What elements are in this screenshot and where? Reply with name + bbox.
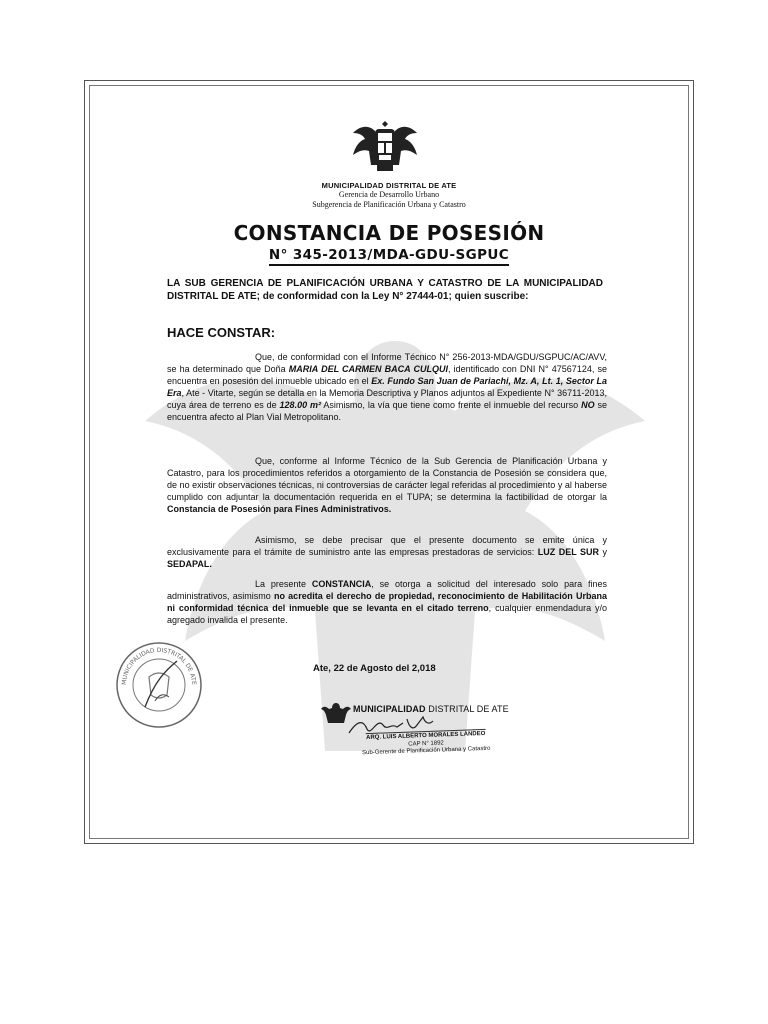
signature-institution-bold: MUNICIPALIDAD xyxy=(353,704,426,714)
p4-text-e: , cualquier enmendadura y/o agregado invalida el presente. xyxy=(167,603,607,625)
p1-property-location: Ex. Fundo San Juan de Pariachi, Mz. A, Lt. 1, Sector La Era xyxy=(167,376,608,398)
department-name: Gerencia de Desarrollo Urbano xyxy=(338,190,440,199)
p1-text-e: , Ate - Vitarte, según se detalla en la Memoria Descriptiva y Planos adjuntos al Expediente N° 36711-2013, cuya área de terreno es de xyxy=(167,388,607,410)
document-sheet xyxy=(84,80,694,844)
p1-no: NO xyxy=(581,400,595,410)
official-seal-icon xyxy=(115,641,203,729)
issue-date: Ate, 22 de Agosto del 2,018 xyxy=(313,663,436,674)
document-number-text: N° 345-2013/MDA-GDU-SGPUC xyxy=(269,247,509,266)
p2-text-a: Que, conforme al Informe Técnico de la Sub Gerencia de Planificación Urbana y Catastro, para los procedimientos referidos a otorgamiento de la Constancia de Posesión se considera que, de no existir observaciones técnicas, ni controversias de carácter legal referidas al procedimiento y al haberse cumplido con adjuntar la documentación requerida en el TUPA; se determina la factibilidad de otorgar la xyxy=(167,456,607,502)
p3-text-c: y xyxy=(599,547,607,557)
signatory-block xyxy=(351,728,502,758)
signatory-name: ARQ. LUIS ALBERTO MORALES LANDEO xyxy=(366,730,486,742)
p2-text-b: Constancia de Posesión para Fines Administrativos. xyxy=(167,504,392,514)
p3-text-a: Asimismo, se debe precisar que el presente documento se emite única y exclusivamente para el trámite de suministro ante las empresas prestadoras de servicios: xyxy=(167,535,607,557)
paragraph-2 xyxy=(167,455,607,515)
document-number xyxy=(85,247,693,263)
seal-text: MUNICIPALIDAD DISTRITAL DE ATE xyxy=(120,646,198,686)
p4-text-b: CONSTANCIA xyxy=(311,579,372,589)
paragraph-1 xyxy=(167,351,607,423)
p1-area: 128.00 m² xyxy=(279,400,321,410)
p1-text-g: Asimismo, la vía que tiene como frente el inmueble del recurso xyxy=(321,400,582,410)
p3-provider-1: LUZ DEL SUR xyxy=(537,547,600,557)
institution-name: MUNICIPALIDAD DISTRITAL DE ATE xyxy=(321,181,457,190)
paragraph-4 xyxy=(167,578,607,626)
signatory-role: Sub-Gerente de Planificación Urbana y Catastro xyxy=(362,745,491,757)
p4-text-c: , se otorga a solicitud del interesado solo para fines administrativos, asimismo xyxy=(167,579,607,601)
p4-text-a: La presente xyxy=(255,579,312,589)
p1-text-i: se encuentra afecto al Plan Vial Metropolitano. xyxy=(167,400,607,422)
p4-text-d: no acredita el derecho de propiedad, reconocimiento de Habilitación Urbana ni conformidad técnica del inmueble que se levanta en el citado terreno xyxy=(167,591,607,613)
p1-text-a: Que, de conformidad con el Informe Técnico N° 256-2013-MDA/GDU/SGPUC/AC/AVV, se ha determinado que Doña xyxy=(167,352,607,374)
letterhead xyxy=(85,181,693,210)
paragraph-3 xyxy=(167,534,607,570)
declaration-heading: HACE CONSTAR: xyxy=(167,325,276,340)
p1-holder-name: MARIA DEL CARMEN BACA CULQUI xyxy=(288,364,448,374)
p1-text-c: , identificado con DNI N° 47567124, se encuentra en posesión del inmueble ubicado en el xyxy=(167,364,607,386)
intro-paragraph: LA SUB GERENCIA DE PLANIFICACIÓN URBANA Y CATASTRO DE LA MUNICIPALIDAD DISTRITAL DE ATE; de conformidad con la Ley N° 27444-01; quien suscribe: xyxy=(167,278,603,302)
document-title: CONSTANCIA DE POSESIÓN xyxy=(233,221,545,245)
p3-provider-2: SEDAPAL. xyxy=(167,559,212,569)
coat-of-arms-icon xyxy=(347,117,423,177)
subdepartment-name: Subgerencia de Planificación Urbana y Catastro xyxy=(312,200,466,209)
signature-institution-rest: DISTRITAL DE ATE xyxy=(428,704,509,714)
signatory-cap: CAP N° 1892 xyxy=(408,739,444,748)
